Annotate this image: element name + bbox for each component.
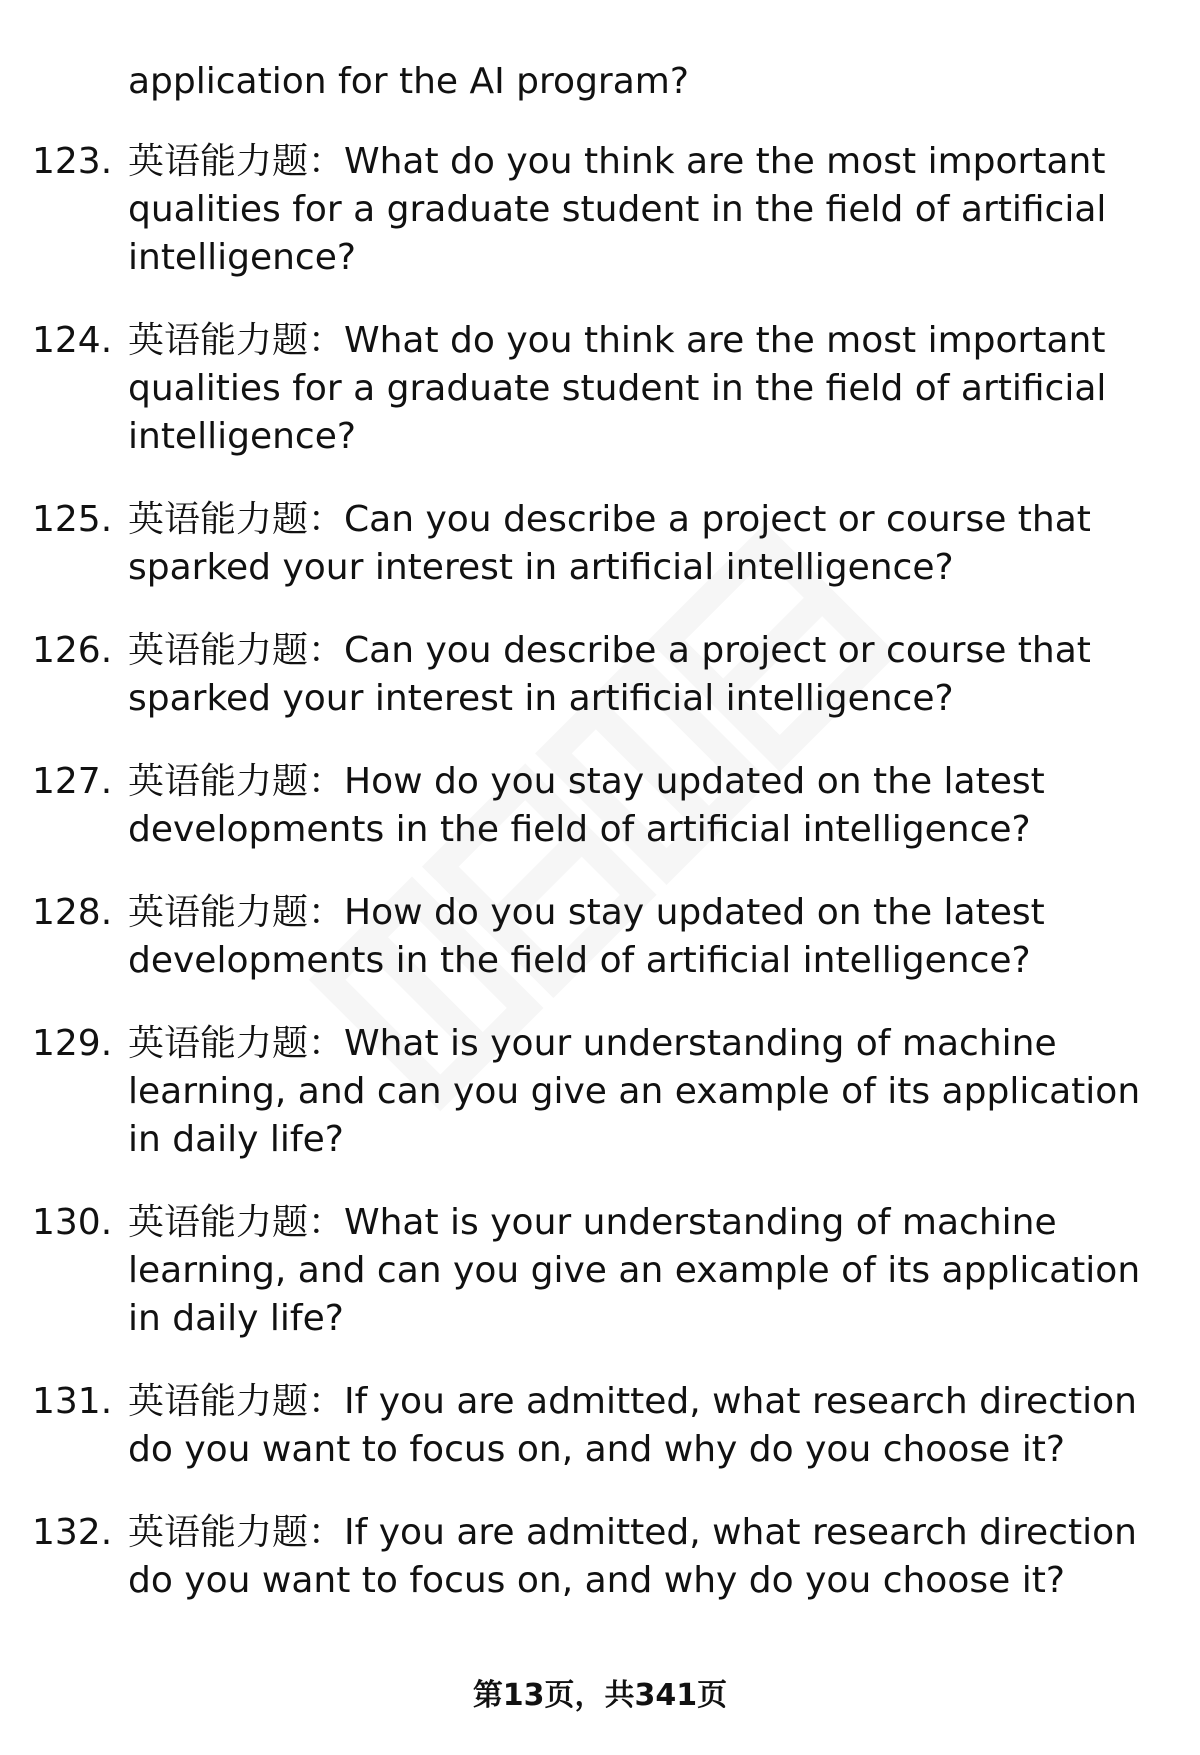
question-text: Can you describe a project or course that sparked your interest in artificial intelligence?	[128, 630, 1091, 719]
question-text: If you are admitted, what research direction do you want to focus on, and why do you choose it?	[128, 1381, 1137, 1470]
question-text-block	[128, 1199, 1173, 1343]
question-type-label: 英语能力题：	[128, 1023, 345, 1064]
question-type-label: 英语能力题：	[128, 499, 345, 540]
question-text-block	[128, 496, 1173, 592]
question-item	[0, 1509, 1200, 1605]
question-text: What is your understanding of machine learning, and can you give an example of its application in daily life?	[128, 1023, 1141, 1160]
question-item	[0, 1199, 1200, 1343]
question-type-label: 英语能力题：	[128, 761, 345, 802]
question-text-block	[128, 627, 1173, 723]
question-number: 131.	[32, 1381, 113, 1422]
question-type-label: 英语能力题：	[128, 141, 345, 182]
question-type-label: 英语能力题：	[128, 1381, 345, 1422]
question-text: How do you stay updated on the latest developments in the field of artificial intelligence?	[128, 892, 1045, 981]
question-text: Can you describe a project or course that sparked your interest in artificial intelligence?	[128, 499, 1091, 588]
question-text: What do you think are the most important qualities for a graduate student in the field of artificial intelligence?	[128, 320, 1107, 457]
question-item	[0, 889, 1200, 985]
question-text-block	[128, 1509, 1173, 1605]
question-text-block	[128, 317, 1173, 461]
question-text: What do you think are the most important qualities for a graduate student in the field of artificial intelligence?	[128, 141, 1107, 278]
question-number: 127.	[32, 761, 113, 802]
question-item	[0, 1378, 1200, 1474]
question-list	[0, 138, 1200, 1640]
question-number: 128.	[32, 892, 113, 933]
question-text-block	[128, 758, 1173, 854]
question-type-label: 英语能力题：	[128, 630, 345, 671]
question-type-label: 英语能力题：	[128, 320, 345, 361]
question-number: 126.	[32, 630, 113, 671]
question-number: 123.	[32, 141, 113, 182]
question-text-block	[128, 138, 1173, 282]
question-text: If you are admitted, what research direction do you want to focus on, and why do you choose it?	[128, 1512, 1137, 1601]
question-item	[0, 627, 1200, 723]
question-item	[0, 496, 1200, 592]
question-number: 130.	[32, 1202, 113, 1243]
question-text: How do you stay updated on the latest developments in the field of artificial intelligence?	[128, 761, 1045, 850]
question-number: 129.	[32, 1023, 113, 1064]
continuation-text: application for the AI program?	[128, 61, 689, 102]
question-number: 124.	[32, 320, 113, 361]
question-item	[0, 317, 1200, 461]
question-type-label: 英语能力题：	[128, 892, 345, 933]
question-item	[0, 758, 1200, 854]
question-type-label: 英语能力题：	[128, 1202, 345, 1243]
question-text-block	[128, 1020, 1173, 1164]
question-text-block	[128, 889, 1173, 985]
question-text: What is your understanding of machine learning, and can you give an example of its application in daily life?	[128, 1202, 1141, 1339]
page-number-footer: 第13页，共341页	[472, 1678, 728, 1713]
question-item	[0, 138, 1200, 282]
question-number: 132.	[32, 1512, 113, 1553]
question-type-label: 英语能力题：	[128, 1512, 345, 1553]
question-item	[0, 1020, 1200, 1164]
question-number: 125.	[32, 499, 113, 540]
question-text-block	[128, 1378, 1173, 1474]
